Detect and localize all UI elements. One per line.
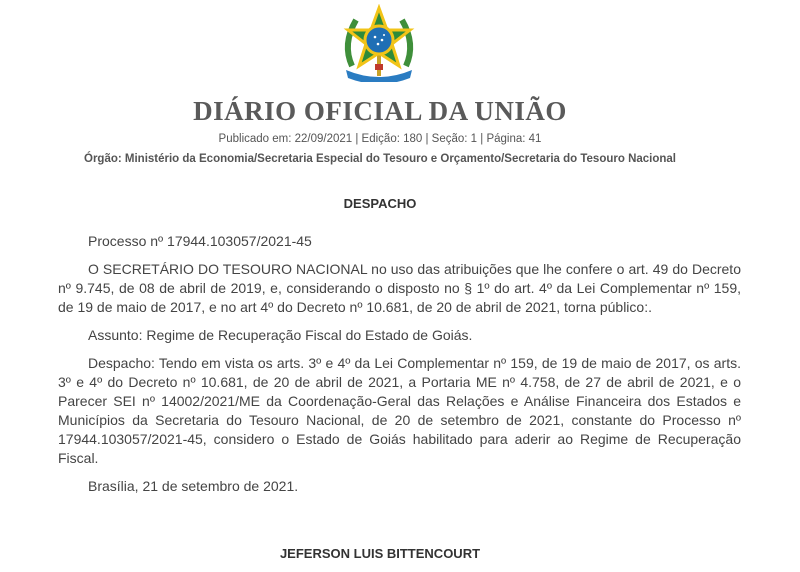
- brazil-coat-of-arms-icon: [338, 4, 420, 82]
- publication-info: Publicado em: 22/09/2021 | Edição: 180 | Seção: 1 | Página: 41: [218, 133, 542, 145]
- document-title: DESPACHO: [343, 196, 417, 211]
- masthead-title: DIÁRIO OFICIAL DA UNIÃO: [193, 96, 567, 126]
- process-number: Processo nº 17944.103057/2021-45: [88, 233, 312, 249]
- document-body: [58, 232, 741, 505]
- subject-paragraph: Assunto: Regime de Recuperação Fiscal do Estado de Goiás.: [88, 327, 473, 343]
- signatory-name: JEFERSON LUIS BITTENCOURT: [279, 546, 481, 561]
- place-date: Brasília, 21 de setembro de 2021.: [88, 478, 299, 494]
- dispatch-paragraph: Despacho: Tendo em vista os arts. 3º e 4º da Lei Complementar nº 159, de 19 de maio de 2017, os arts. 3º e 4º do Decreto nº 10.681, de 20 de abril de 2021, a Portaria ME nº 4.758, de 27 de abril de 2021, e o Parecer SEI nº 14002/2021/ME da Coordenação-Geral das Relações e Análise Financeira dos Estados e Municípios da Secretaria do Tesouro Nacional, de 20 de setembro de 2021, constante do Processo nº 17944.103057/2021-45, considero o Estado de Goiás habilitado para aderir ao Regime de Recuperação Fiscal.: [58, 355, 741, 466]
- preamble-paragraph: O SECRETÁRIO DO TESOURO NACIONAL no uso das atribuições que lhe confere o art. 49 do Decreto nº 9.745, de 08 de abril de 2019, e, considerando o disposto no § 1º do art. 4º da Lei Complementar nº 159, de 19 de maio de 2017, e no art 4º do Decreto nº 10.681, de 20 de abril de 2021, torna público:.: [58, 261, 741, 315]
- issuing-agency: Órgão: Ministério da Economia/Secretaria Especial do Tesouro e Orçamento/Secretaria do Tesouro Nacional: [84, 153, 676, 165]
